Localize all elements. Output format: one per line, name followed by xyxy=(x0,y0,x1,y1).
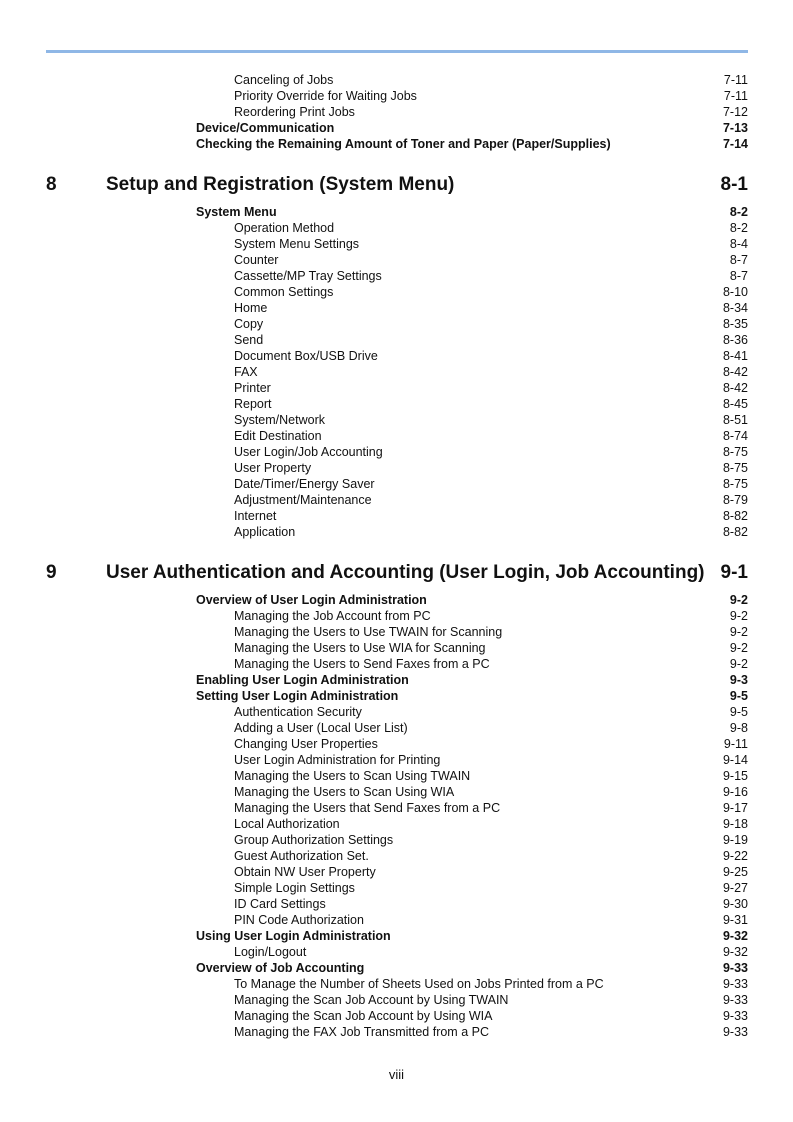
chapter-number: 9 xyxy=(46,558,57,588)
toc-entry-title: Reordering Print Jobs xyxy=(234,105,359,119)
table-of-contents xyxy=(46,72,748,1040)
toc-entry-title: User Login/Job Accounting xyxy=(234,445,387,459)
toc-entry-user-login-job-accounting[interactable] xyxy=(234,444,748,460)
toc-entry-title: Printer xyxy=(234,381,275,395)
toc-entry-page: 9-32 xyxy=(719,928,748,944)
toc-entry-page: 9-18 xyxy=(719,816,748,832)
toc-entry-page: 9-15 xyxy=(719,768,748,784)
toc-entry-page: 8-2 xyxy=(726,204,748,220)
toc-entry-user-property[interactable] xyxy=(234,460,748,476)
toc-entry-title: Adding a User (Local User List) xyxy=(234,721,412,735)
toc-entry-title: Group Authorization Settings xyxy=(234,833,397,847)
toc-entry-page: 7-12 xyxy=(719,104,748,120)
toc-entry-setting-user-login-administration[interactable] xyxy=(196,688,748,704)
toc-entry-title: Authentication Security xyxy=(234,705,366,719)
toc-entry-system-menu-settings[interactable] xyxy=(234,236,748,252)
toc-entry-title: Login/Logout xyxy=(234,945,310,959)
toc-entry-fax[interactable] xyxy=(234,364,748,380)
toc-entry-page: 9-22 xyxy=(719,848,748,864)
toc-entry-title: User Property xyxy=(234,461,315,475)
toc-entry-title: Edit Destination xyxy=(234,429,326,443)
toc-entry-title: ID Card Settings xyxy=(234,897,330,911)
toc-entry-title: Managing the Users to Scan Using WIA xyxy=(234,785,458,799)
toc-entry-title: Overview of User Login Administration xyxy=(196,593,431,607)
toc-entry-overview-of-user-login-administration[interactable] xyxy=(196,592,748,608)
chapter-page: 8-1 xyxy=(717,170,748,200)
toc-entry-adding-a-user-local-user-list[interactable] xyxy=(234,720,748,736)
toc-entry-title: Date/Timer/Energy Saver xyxy=(234,477,379,491)
toc-entry-page: 9-33 xyxy=(719,1008,748,1024)
toc-entry-system-menu[interactable] xyxy=(196,204,748,220)
toc-entry-managing-the-users-to-scan-using-wia[interactable] xyxy=(234,784,748,800)
toc-entry-title: User Login Administration for Printing xyxy=(234,753,444,767)
toc-entry-title: Device/Communication xyxy=(196,121,338,135)
toc-entry-managing-the-job-account-from-pc[interactable] xyxy=(234,608,748,624)
toc-entry-page: 9-33 xyxy=(719,976,748,992)
toc-entry-page: 7-11 xyxy=(720,88,748,104)
toc-entry-title: Local Authorization xyxy=(234,817,344,831)
toc-entry-managing-the-users-to-use-wia-for-scanning[interactable] xyxy=(234,640,748,656)
toc-entry-title: To Manage the Number of Sheets Used on Jobs Printed from a PC xyxy=(234,977,608,991)
toc-entry-page: 7-11 xyxy=(720,72,748,88)
toc-entry-simple-login-settings[interactable] xyxy=(234,880,748,896)
toc-entry-page: 9-33 xyxy=(719,1024,748,1040)
toc-entry-managing-the-scan-job-account-by-using-wia[interactable] xyxy=(234,1008,748,1024)
toc-entry-group-authorization-settings[interactable] xyxy=(234,832,748,848)
toc-entry-copy[interactable] xyxy=(234,316,748,332)
toc-entry-internet[interactable] xyxy=(234,508,748,524)
toc-entry-title: Managing the Scan Job Account by Using TWAIN xyxy=(234,993,512,1007)
toc-entry-document-box-usb-drive[interactable] xyxy=(234,348,748,364)
toc-entry-using-user-login-administration[interactable] xyxy=(196,928,748,944)
toc-entry-managing-the-scan-job-account-by-using-twain[interactable] xyxy=(234,992,748,1008)
toc-entry-application[interactable] xyxy=(234,524,748,540)
toc-entry-title: FAX xyxy=(234,365,262,379)
toc-entry-pin-code-authorization[interactable] xyxy=(234,912,748,928)
toc-entry-title: Copy xyxy=(234,317,267,331)
toc-entry-title: Managing the Users to Scan Using TWAIN xyxy=(234,769,474,783)
toc-entry-title: System/Network xyxy=(234,413,329,427)
toc-entry-page: 8-51 xyxy=(719,412,748,428)
toc-entry-page: 9-25 xyxy=(719,864,748,880)
toc-entry-page: 9-33 xyxy=(719,992,748,1008)
toc-entry-page: 9-33 xyxy=(719,960,748,976)
toc-entry-title: Priority Override for Waiting Jobs xyxy=(234,89,421,103)
page-number: viii xyxy=(388,1067,405,1082)
chapter-page: 9-1 xyxy=(717,558,748,588)
toc-entry-page: 8-79 xyxy=(719,492,748,508)
toc-entry-page: 9-2 xyxy=(726,640,748,656)
toc-entry-page: 8-75 xyxy=(719,444,748,460)
toc-entry-page: 9-16 xyxy=(719,784,748,800)
toc-entry-page: 8-35 xyxy=(719,316,748,332)
toc-entry-home[interactable] xyxy=(234,300,748,316)
toc-entry-page: 9-2 xyxy=(726,624,748,640)
toc-entry-page: 9-5 xyxy=(726,704,748,720)
toc-entry-canceling-of-jobs[interactable] xyxy=(234,72,748,88)
toc-entry-title: Setting User Login Administration xyxy=(196,689,402,703)
toc-entry-priority-override-for-waiting-jobs[interactable] xyxy=(234,88,748,104)
toc-entry-title: Home xyxy=(234,301,271,315)
toc-entry-title: PIN Code Authorization xyxy=(234,913,368,927)
toc-entry-system-network[interactable] xyxy=(234,412,748,428)
toc-entry-title: Managing the Job Account from PC xyxy=(234,609,435,623)
toc-entry-page: 8-41 xyxy=(719,348,748,364)
toc-entry-page: 9-2 xyxy=(726,592,748,608)
toc-entry-title: Cassette/MP Tray Settings xyxy=(234,269,386,283)
toc-entry-page: 9-30 xyxy=(719,896,748,912)
toc-entry-common-settings[interactable] xyxy=(234,284,748,300)
toc-entry-title: Adjustment/Maintenance xyxy=(234,493,376,507)
toc-entry-page: 8-45 xyxy=(719,396,748,412)
toc-entry-reordering-print-jobs[interactable] xyxy=(234,104,748,120)
toc-entry-page: 9-2 xyxy=(726,608,748,624)
toc-entry-page: 9-32 xyxy=(719,944,748,960)
toc-entry-page: 8-2 xyxy=(726,220,748,236)
toc-entry-managing-the-users-that-send-faxes-from-a-pc[interactable] xyxy=(234,800,748,816)
toc-entry-title: Document Box/USB Drive xyxy=(234,349,382,363)
toc-entry-device-communication[interactable] xyxy=(196,120,748,136)
toc-entry-page: 8-42 xyxy=(719,380,748,396)
toc-entry-title: Managing the FAX Job Transmitted from a PC xyxy=(234,1025,493,1039)
toc-entry-page: 8-42 xyxy=(719,364,748,380)
toc-entry-guest-authorization-set[interactable] xyxy=(234,848,748,864)
toc-entry-cassette-mp-tray-settings[interactable] xyxy=(234,268,748,284)
toc-entry-title: Canceling of Jobs xyxy=(234,73,337,87)
toc-entry-title: Internet xyxy=(234,509,280,523)
toc-entry-page: 9-3 xyxy=(726,672,748,688)
toc-entry-page: 8-82 xyxy=(719,508,748,524)
toc-entry-managing-the-users-to-scan-using-twain[interactable] xyxy=(234,768,748,784)
toc-entry-title: Using User Login Administration xyxy=(196,929,395,943)
chapter-title: Setup and Registration (System Menu) xyxy=(106,170,460,200)
toc-entry-authentication-security[interactable] xyxy=(234,704,748,720)
toc-entry-login-logout[interactable] xyxy=(234,944,748,960)
toc-entry-page: 7-14 xyxy=(719,136,748,152)
toc-entry-edit-destination[interactable] xyxy=(234,428,748,444)
toc-entry-page: 8-7 xyxy=(726,252,748,268)
toc-entry-obtain-nw-user-property[interactable] xyxy=(234,864,748,880)
toc-entry-page: 8-36 xyxy=(719,332,748,348)
chapter-heading-8[interactable] xyxy=(46,170,748,200)
toc-entry-page: 8-82 xyxy=(719,524,748,540)
toc-entry-title: Counter xyxy=(234,253,282,267)
toc-entry-title: Guest Authorization Set. xyxy=(234,849,373,863)
toc-entry-page: 8-75 xyxy=(719,476,748,492)
toc-entry-managing-the-fax-job-transmitted-from-a-pc[interactable] xyxy=(234,1024,748,1040)
toc-entry-changing-user-properties[interactable] xyxy=(234,736,748,752)
toc-entry-page: 8-7 xyxy=(726,268,748,284)
toc-entry-page: 9-31 xyxy=(719,912,748,928)
toc-entry-user-login-administration-for-printing[interactable] xyxy=(234,752,748,768)
header-rule xyxy=(46,50,748,53)
toc-entry-title: Operation Method xyxy=(234,221,338,235)
toc-entry-title: Managing the Scan Job Account by Using WIA xyxy=(234,1009,496,1023)
toc-entry-title: Managing the Users to Use TWAIN for Scanning xyxy=(234,625,506,639)
toc-entry-page: 8-4 xyxy=(726,236,748,252)
toc-entry-local-authorization[interactable] xyxy=(234,816,748,832)
toc-entry-title: Send xyxy=(234,333,267,347)
toc-entry-send[interactable] xyxy=(234,332,748,348)
toc-entry-counter[interactable] xyxy=(234,252,748,268)
toc-entry-managing-the-users-to-use-twain-for-scanning[interactable] xyxy=(234,624,748,640)
chapter-title: User Authentication and Accounting (User Login, Job Accounting) xyxy=(106,558,711,588)
toc-entry-id-card-settings[interactable] xyxy=(234,896,748,912)
toc-entry-operation-method[interactable] xyxy=(234,220,748,236)
toc-entry-date-timer-energy-saver[interactable] xyxy=(234,476,748,492)
toc-entry-page: 9-17 xyxy=(719,800,748,816)
toc-entry-title: Managing the Users that Send Faxes from a PC xyxy=(234,801,504,815)
toc-entry-title: Application xyxy=(234,525,299,539)
toc-entry-managing-the-users-to-send-faxes-from-a-pc[interactable] xyxy=(234,656,748,672)
toc-entry-title: Report xyxy=(234,397,276,411)
toc-entry-page: 9-27 xyxy=(719,880,748,896)
toc-entry-page: 9-5 xyxy=(726,688,748,704)
toc-entry-report[interactable] xyxy=(234,396,748,412)
toc-entry-title: Changing User Properties xyxy=(234,737,382,751)
toc-entry-title: Simple Login Settings xyxy=(234,881,359,895)
toc-entry-title: Obtain NW User Property xyxy=(234,865,380,879)
toc-entry-title: Managing the Users to Send Faxes from a PC xyxy=(234,657,494,671)
toc-entry-checking-the-remaining-amount-of-toner-and-paper-paper-supplies[interactable] xyxy=(196,136,748,152)
toc-entry-page: 9-11 xyxy=(720,736,748,752)
toc-entry-page: 8-10 xyxy=(719,284,748,300)
toc-entry-title: Managing the Users to Use WIA for Scanning xyxy=(234,641,490,655)
toc-entry-page: 9-2 xyxy=(726,656,748,672)
toc-entry-adjustment-maintenance[interactable] xyxy=(234,492,748,508)
toc-entry-title: System Menu Settings xyxy=(234,237,363,251)
toc-entry-page: 9-14 xyxy=(719,752,748,768)
toc-entry-page: 9-8 xyxy=(726,720,748,736)
toc-entry-enabling-user-login-administration[interactable] xyxy=(196,672,748,688)
toc-entry-to-manage-the-number-of-sheets-used-on-jobs-printed-from-a-pc[interactable] xyxy=(234,976,748,992)
toc-entry-title: Checking the Remaining Amount of Toner and Paper (Paper/Supplies) xyxy=(196,137,615,151)
chapter-number: 8 xyxy=(46,170,57,200)
toc-entry-title: Overview of Job Accounting xyxy=(196,961,368,975)
toc-entry-printer[interactable] xyxy=(234,380,748,396)
toc-entry-overview-of-job-accounting[interactable] xyxy=(196,960,748,976)
chapter-heading-9[interactable] xyxy=(46,558,748,588)
toc-entry-page: 9-19 xyxy=(719,832,748,848)
toc-entry-page: 8-34 xyxy=(719,300,748,316)
toc-entry-title: Common Settings xyxy=(234,285,337,299)
toc-entry-page: 7-13 xyxy=(719,120,748,136)
toc-entry-title: System Menu xyxy=(196,205,281,219)
toc-entry-page: 8-74 xyxy=(719,428,748,444)
toc-entry-page: 8-75 xyxy=(719,460,748,476)
toc-entry-title: Enabling User Login Administration xyxy=(196,673,413,687)
